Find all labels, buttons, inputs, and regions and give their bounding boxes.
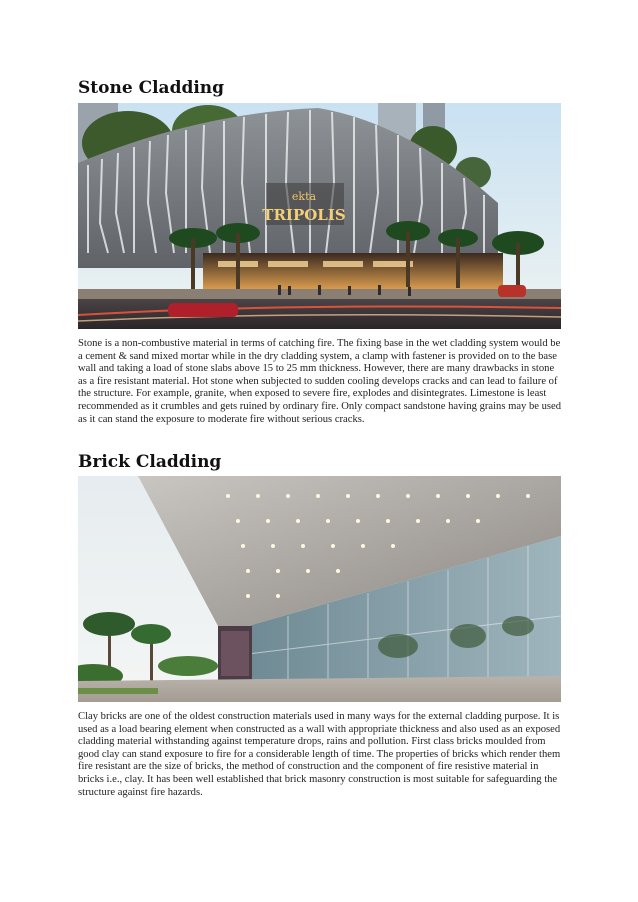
section-heading-stone-cladding: Stone Cladding [78, 78, 225, 98]
signage-name: TRIPOLIS [262, 206, 346, 224]
section-heading-brick-cladding: Brick Cladding [78, 452, 222, 472]
signage-brand: ekta [291, 190, 317, 203]
stone-cladding-photo [78, 103, 561, 329]
brick-cladding-paragraph: Clay bricks are one of the oldest construction materials used in many ways for the external cladding purpose. It is used as a load bearing element when constructed as a wall with appropriate thickness and also used as an exposed cladding material withstanding against temperature drops, rains and pollution. First class bricks moulded from good clay can stand exposure to fire for a considerable length of time. The properties of bricks which render them fire resistant are the size of bricks, the method of construction and the component of fire resistive material in bricks i.e., clay. It has been well established that brick masonry construction is most suitable for safeguarding the structure against fire hazards. [78, 711, 561, 798]
brick-cladding-photo [78, 476, 561, 702]
stone-cladding-paragraph: Stone is a non-combustive material in terms of catching fire. The fixing base in the wet cladding system would be a cement & sand mixed mortar while in the dry cladding system, a clamp with fastener is provided on to the base wall and taking a load of stone slabs above 15 to 25 mm thickness. However, there are many drawbacks in stone as a fire resistant material. Hot stone when subjected to sudden cooling develops cracks and can lead to failure of the structure. For example, granite, when exposed to severe fire, explodes and disintegrates. Limestone is least recommended as it crumbles and gets ruined by ordinary fire. Only compact sandstone having grains may be used as it can stand the exposure to moderate fire without serious cracks. [78, 338, 562, 425]
